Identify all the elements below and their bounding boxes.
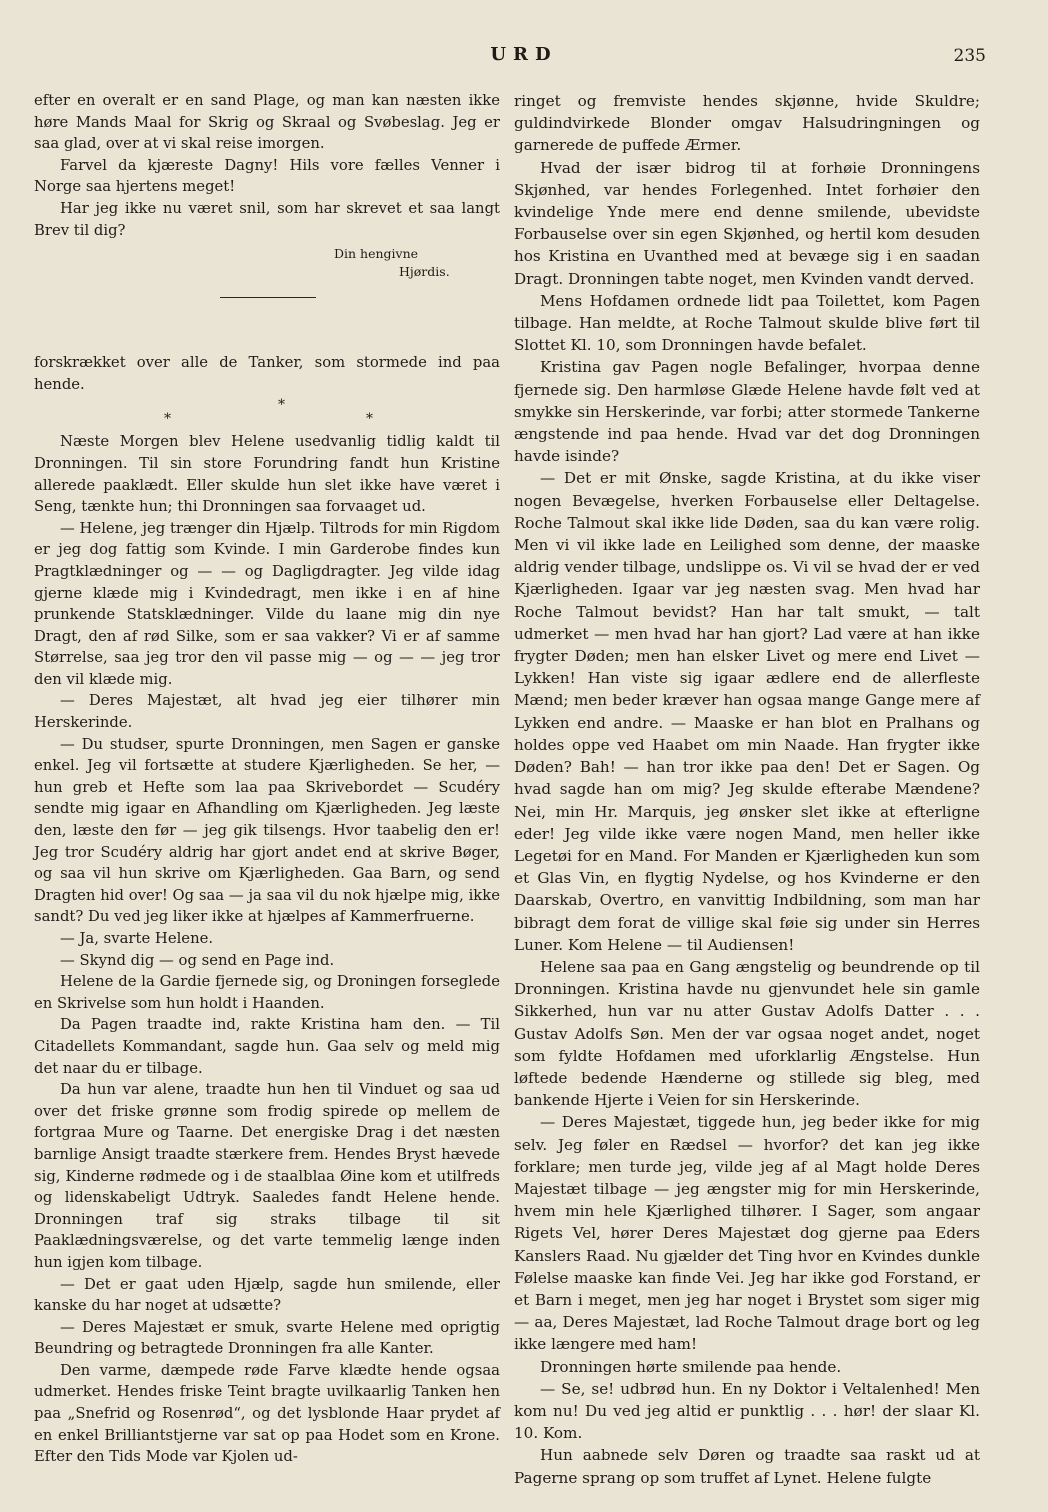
paragraph: Da hun var alene, traadte hun hen til Vinduet og saa ud over det friske grønne som frodig spirede op mellem de fortgraa Mure og Taarne. Det energiske Drag i det næsten barnlige Ansigt traadte stærkere frem. Hendes Bryst hævede sig, Kinderne rødmede og i de staalblaa Øine kom et utilfreds og lidenskabeligt Udtryk. Saaledes fandt Helene hende. Dronningen traf sig straks tilbage til sit Paaklædningsværelse, og det varte temmelig længe inden hun igjen kom tilbage. [34, 1081, 500, 1271]
letter-signature [34, 245, 500, 281]
paragraph: Dronningen hørte smilende paa hende. [540, 1357, 842, 1376]
paragraph: — Det er mit Ønske, sagde Kristina, at du ikke viser nogen Bevægelse, hverken Forbauselse eller Deltagelse. Roche Talmout skal ikke lide Døden, saa du kan være rolig. Men vi vil ikke lade en Leilighed som denne, der maaske aldrig vender tilbage, undslippe os. Vi vil se hvad der er ved Kjærligheden. Igaar var jeg næsten svag. Men hvad har Roche Talmout bevidst? Han har talt smukt, — talt udmerket — men hvad har han gjort? Lad være at han ikke frygter Døden; men han elsker Livet og mere end Livet — Lykken! Han viste sig igaar ædlere end de allerfleste Mænd; men beder kræver han ogsaa mange Gange mere af Lykken end andre. — Maaske er han blot en Pralhans og holdes oppe ved Haabet om min Naade. Han frygter ikke Døden? Bah! — han tror ikke paa den! Det er Sagen. Og hvad sagde han om mig? Jeg skulde efterabe Mændene? Nei, min Hr. Marquis, jeg ønsker slet ikke at efterligne eder! Jeg vilde ikke være nogen Mand, men heller ikke Legetøi for en Mand. For Manden er Kjærligheden kun som et Glas Vin, en flygtig Nydelse, og hos Kvinderne er den Daarskab, Overtro, en vanvittig Indbildning, som man har bibragt dem forat de villige skal føie sig under sin Herres Luner. Kom Helene — til Audiensen! [514, 469, 980, 954]
paragraph: — Deres Majestæt, tiggede hun, jeg beder ikke for mig selv. Jeg føler en Rædsel — hvorfor? det kan jeg ikke forklare; men turde jeg, vilde jeg af al Magt holde Deres Majestæt tilbage — jeg ængster mig for min Herskerinde, hvem min hele Kjærlighed tilhører. I Sager, som angaar Rigets Vel, hører Deres Majestæt dog gjerne paa Eders Kanslers Raad. Nu gjælder det Ting hvor en Kvindes dunkle Følelse maaske kan finde Vei. Jeg har ikke god Forstand, er et Barn i meget, men jeg har noget i Brystet som siger mig — aa, Deres Majestæt, lad Roche Talmout drage bort og leg ikke længere med ham! [514, 1113, 980, 1354]
asterisk: * [164, 411, 171, 428]
asterisk: * [366, 411, 373, 428]
letter-paragraph: efter en overalt er en sand Plage, og man kan næsten ikke høre Mands Maal for Skrig og Skraal og Svøbeslag. Jeg er saa glad, over at vi skal reise imorgen. [34, 92, 500, 153]
paragraph: Da Pagen traadte ind, rakte Kristina ham den. — Til Citadellets Kommandant, sagde hun. Gaa selv og meld mig det naar du er tilbage. [34, 1016, 500, 1077]
left-column [34, 90, 500, 1468]
paragraph: — Deres Majestæt er smuk, svarte Helene med oprigtig Beundring og betragtede Dronningen fra alle Kanter. [34, 1318, 500, 1358]
paragraph: Helene saa paa en Gang ængstelig og beundrende op til Dronningen. Kristina havde nu gjenvundet hele sin gamle Sikkerhed, hun var nu atter Gustav Adolfs Datter . . . Gustav Adolfs Søn. Men der var ogsaa noget andet, noget som fyldte Hofdamen med uforklarlig Ængstelse. Hun løftede bedende Hænderne og stillede sig bleg, med bankende Hjerte i Veien for sin Herskerinde. [514, 957, 980, 1110]
paragraph-continuation: ringet og fremviste hendes skjønne, hvide Skuldre; guldindvirkede Blonder omgav Halsudringningen og garnerede de puffede Ærmer. [514, 92, 980, 155]
paragraph: Den varme, dæmpede røde Farve klædte hende ogsaa udmerket. Hendes friske Teint bragte uvilkaarlig Tanken hen paa „Snefrid og Rosenrød“, og det lysblonde Haar prydet af en enkel Brilliantstjerne var sat op paa Hodet som en Krone. Efter den Tids Mode var Kjolen ud- [34, 1361, 500, 1466]
paragraph: Helene de la Gardie fjernede sig, og Droningen forseglede en Skrivelse som hun holdt i Haanden. [34, 973, 500, 1012]
asterisk: * [278, 397, 285, 414]
signature-name: Hjørdis. [399, 264, 450, 280]
paragraph: — Skynd dig — og send en Page ind. [60, 951, 335, 969]
paragraph: forskrækket over alle de Tanker, som stormede ind paa hende. [34, 354, 500, 393]
paragraph: — Helene, jeg trænger din Hjælp. Tiltrods for min Rigdom er jeg dog fattig som Kvinde. I min Garderobe findes kun Pragtklædninger og — — og Dagligdragter. Jeg vilde idag gjerne klæde mig i Kvindedragt, men ikke i en af hine prunkende Statsklædninger. Vilde du laane mig din nye Dragt, den af rød Silke, som er saa vakker? Vi er af samme Størrelse, saa jeg tror den vil passe mig — og — — jeg tror den vil klæde mig. [34, 519, 500, 688]
paragraph: Næste Morgen blev Helene usedvanlig tidlig kaldt til Dronningen. Til sin store Forundring fandt hun Kristine allerede paaklædt. Eller skulde hun slet ikke have været i Seng, tænkte hun; thi Dronningen saa forvaaget ud. [34, 433, 500, 516]
running-header-title: URD [490, 44, 558, 65]
paragraph: Kristina gav Pagen nogle Befalinger, hvorpaa denne fjernede sig. Den harmløse Glæde Helene havde følt ved at smykke sin Herskerinde, var forbi; atter stormede Tankerne ængstende ind paa hende. Hvad var det dog Dronningen havde isinde? [514, 358, 980, 466]
paragraph: — Ja, svarte Helene. [60, 930, 214, 947]
letter-paragraph: Farvel da kjæreste Dagny! Hils vore fælles Venner i Norge saa hjertens meget! [34, 156, 500, 196]
paragraph: Hun aabnede selv Døren og traadte saa raskt ud at Pagerne sprang op som truffet af Lynet. Helene fulgte [514, 1446, 980, 1487]
signature-closing: Din hengivne [334, 246, 419, 262]
section-break-asterisks [34, 395, 500, 431]
paragraph: — Se, se! udbrød hun. En ny Doktor i Veltalenhed! Men kom nu! Du ved jeg altid er punktlig . . . hør! der slaar Kl. 10. Kom. [514, 1379, 980, 1443]
right-column [514, 90, 980, 1489]
page-number: 235 [953, 46, 986, 66]
section-divider-rule [220, 297, 316, 298]
paragraph: Hvad der især bidrog til at forhøie Dronningens Skjønhed, var hendes Forlegenhed. Intet forhøier den kvindelige Ynde mere end denne smilende, ubevidste Forbauselse over sin egen Skjønhed, og hertil kom desuden hos Kristina en Uvanthed med at bevæge sig i en saadan Dragt. Dronningen tabte noget, men Kvinden vandt derved. [514, 158, 980, 288]
paragraph: Mens Hofdamen ordnede lidt paa Toilettet, kom Pagen tilbage. Han meldte, at Roche Talmout skulde blive ført til Slottet Kl. 10, som Dronningen havde befalet. [514, 291, 980, 355]
paragraph: — Du studser, spurte Dronningen, men Sagen er ganske enkel. Jeg vil fortsætte at studere Kjærligheden. Se her, — hun greb et Hefte som laa paa Skrivebordet — Scudéry sendte mig igaar en Afhandling om Kjærligheden. Jeg læste den, læste den før — jeg gik tilsengs. Hvor taabelig den er! Jeg tror Scudéry aldrig har gjort andet end at skrive Bøger, og saa vil hun skrive om Kjærligheden. Gaa Barn, og send Dragten hid over! Og saa — ja saa vil du nok hjælpe mig, ikke sandt? Du ved jeg liker ikke at hjælpes af Kammerfruerne. [34, 735, 500, 926]
paragraph: — Deres Majestæt, alt hvad jeg eier tilhører min Herskerinde. [34, 692, 500, 732]
letter-paragraph: Har jeg ikke nu været snil, som har skrevet et saa langt Brev til dig? [34, 199, 500, 239]
paragraph: — Det er gaat uden Hjælp, sagde hun smilende, eller kanske du har noget at udsætte? [34, 1275, 500, 1315]
